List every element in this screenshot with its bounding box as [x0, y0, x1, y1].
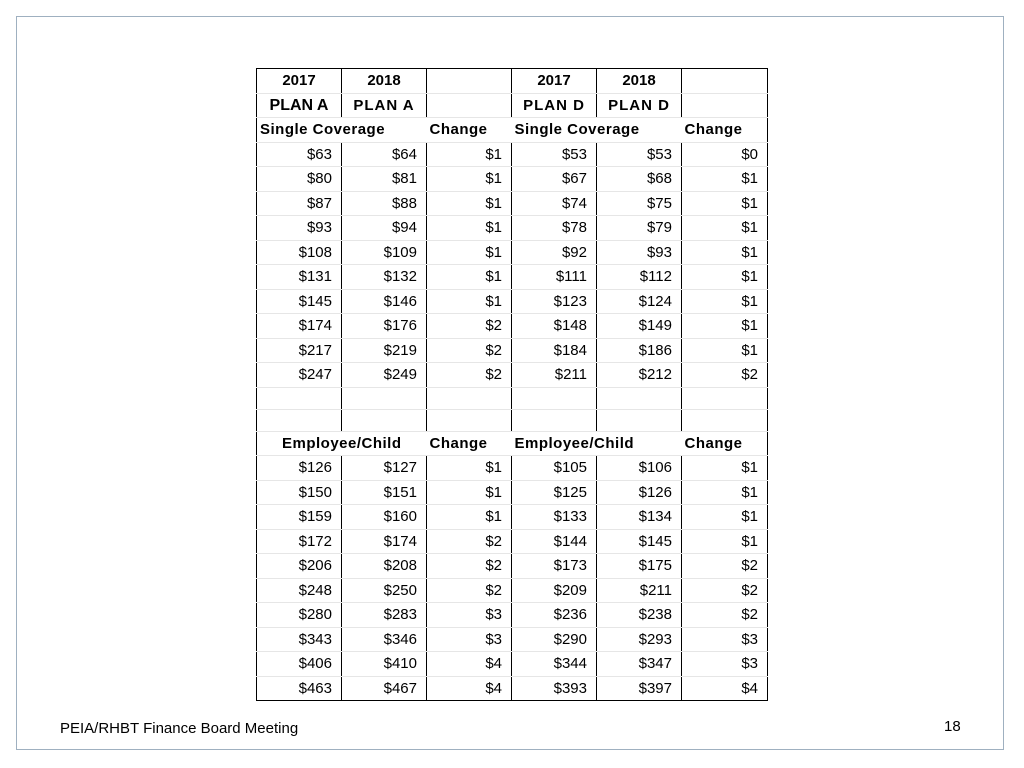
table-cell: $78 [512, 216, 597, 241]
header-plan-cell: PLAN D [512, 93, 597, 118]
table-cell: $53 [597, 142, 682, 167]
table-cell: $144 [512, 529, 597, 554]
table-cell: $1 [682, 289, 768, 314]
table-cell: $2 [427, 578, 512, 603]
header-plan-row [257, 93, 768, 118]
employee-child-row [257, 676, 768, 701]
table-cell: $1 [427, 480, 512, 505]
table-cell: $212 [597, 363, 682, 388]
table-cell: $0 [682, 142, 768, 167]
single-coverage-row [257, 216, 768, 241]
table-cell: $2 [427, 529, 512, 554]
table-cell: $175 [597, 554, 682, 579]
table-cell: $53 [512, 142, 597, 167]
table-cell: $184 [512, 338, 597, 363]
table-cell: $176 [342, 314, 427, 339]
table-cell: $208 [342, 554, 427, 579]
empty-cell [682, 409, 768, 431]
table-cell: $397 [597, 676, 682, 701]
header-plan-cell: PLAN A [257, 93, 342, 118]
table-cell: $148 [512, 314, 597, 339]
table-cell: $1 [427, 505, 512, 530]
header-year-cell: 2017 [257, 69, 342, 94]
table-cell: $4 [682, 676, 768, 701]
table-cell: $1 [427, 167, 512, 192]
table-cell: $134 [597, 505, 682, 530]
table-cell: $75 [597, 191, 682, 216]
table-cell: $467 [342, 676, 427, 701]
table-cell: $131 [257, 265, 342, 290]
table-cell: $174 [257, 314, 342, 339]
employee-child-row [257, 652, 768, 677]
table-cell: $145 [597, 529, 682, 554]
spacer-row [257, 409, 768, 431]
table-cell: $94 [342, 216, 427, 241]
empty-cell [257, 409, 342, 431]
table-cell: $186 [597, 338, 682, 363]
table-cell: $1 [682, 529, 768, 554]
table-cell: $126 [597, 480, 682, 505]
empty-cell [512, 409, 597, 431]
single-coverage-row [257, 142, 768, 167]
table-cell: $238 [597, 603, 682, 628]
section-label: Single Coverage [512, 118, 682, 143]
table-cell: $159 [257, 505, 342, 530]
table-cell: $1 [427, 265, 512, 290]
table-cell: $146 [342, 289, 427, 314]
table-cell: $1 [682, 265, 768, 290]
page-number: 18 [944, 718, 961, 735]
table-cell: $124 [597, 289, 682, 314]
table-cell: $280 [257, 603, 342, 628]
table-cell: $1 [427, 289, 512, 314]
empty-cell [427, 387, 512, 409]
table-cell: $406 [257, 652, 342, 677]
table-cell: $1 [682, 314, 768, 339]
table-cell: $79 [597, 216, 682, 241]
section-label: Employee/Child [257, 431, 427, 456]
table-cell: $410 [342, 652, 427, 677]
employee-child-row [257, 603, 768, 628]
table-cell: $127 [342, 456, 427, 481]
table-cell: $248 [257, 578, 342, 603]
table-cell: $160 [342, 505, 427, 530]
header-empty-cell [427, 69, 512, 94]
table-cell: $150 [257, 480, 342, 505]
change-label: Change [682, 431, 768, 456]
empty-cell [427, 409, 512, 431]
table-cell: $111 [512, 265, 597, 290]
table-cell: $211 [512, 363, 597, 388]
table-cell: $1 [682, 191, 768, 216]
table-cell: $93 [257, 216, 342, 241]
single-coverage-row [257, 167, 768, 192]
header-plan-cell: PLAN D [597, 93, 682, 118]
table-cell: $149 [597, 314, 682, 339]
empty-cell [257, 387, 342, 409]
single-coverage-row [257, 191, 768, 216]
table-cell: $1 [427, 191, 512, 216]
employee-child-section-header [257, 431, 768, 456]
single-coverage-row [257, 265, 768, 290]
table-cell: $92 [512, 240, 597, 265]
table-cell: $1 [682, 216, 768, 241]
table-cell: $2 [427, 363, 512, 388]
table-cell: $2 [682, 363, 768, 388]
table-cell: $3 [427, 627, 512, 652]
table-cell: $290 [512, 627, 597, 652]
table-cell: $1 [427, 142, 512, 167]
employee-child-row [257, 480, 768, 505]
table-cell: $125 [512, 480, 597, 505]
table-cell: $344 [512, 652, 597, 677]
table-cell: $172 [257, 529, 342, 554]
table-cell: $74 [512, 191, 597, 216]
table-cell: $249 [342, 363, 427, 388]
table-cell: $217 [257, 338, 342, 363]
table-cell: $108 [257, 240, 342, 265]
single-coverage-row [257, 289, 768, 314]
empty-cell [342, 387, 427, 409]
table-cell: $1 [682, 167, 768, 192]
table-cell: $1 [682, 480, 768, 505]
employee-child-row [257, 554, 768, 579]
table-cell: $206 [257, 554, 342, 579]
table-cell: $67 [512, 167, 597, 192]
table-cell: $112 [597, 265, 682, 290]
table-cell: $123 [512, 289, 597, 314]
table-cell: $1 [682, 240, 768, 265]
single-coverage-section-header [257, 118, 768, 143]
table-cell: $87 [257, 191, 342, 216]
empty-cell [597, 387, 682, 409]
table-cell: $81 [342, 167, 427, 192]
footer-text: PEIA/RHBT Finance Board Meeting [60, 720, 299, 737]
table-cell: $93 [597, 240, 682, 265]
table-cell: $3 [682, 652, 768, 677]
table-cell: $1 [427, 216, 512, 241]
table-cell: $1 [682, 505, 768, 530]
table-cell: $346 [342, 627, 427, 652]
table-cell: $209 [512, 578, 597, 603]
empty-cell [512, 387, 597, 409]
table-cell: $133 [512, 505, 597, 530]
table-cell: $68 [597, 167, 682, 192]
table-cell: $463 [257, 676, 342, 701]
change-label: Change [427, 118, 512, 143]
header-year-row [257, 69, 768, 94]
table-cell: $105 [512, 456, 597, 481]
change-label: Change [682, 118, 768, 143]
header-year-cell: 2017 [512, 69, 597, 94]
table-cell: $293 [597, 627, 682, 652]
table-cell: $173 [512, 554, 597, 579]
empty-cell [597, 409, 682, 431]
table-cell: $63 [257, 142, 342, 167]
spacer-row [257, 387, 768, 409]
table-cell: $283 [342, 603, 427, 628]
table-cell: $109 [342, 240, 427, 265]
table-cell: $393 [512, 676, 597, 701]
section-label: Employee/Child [512, 431, 682, 456]
employee-child-row [257, 578, 768, 603]
table-cell: $2 [682, 554, 768, 579]
header-year-cell: 2018 [342, 69, 427, 94]
table-cell: $2 [427, 338, 512, 363]
section-label: Single Coverage [257, 118, 427, 143]
table-cell: $2 [682, 603, 768, 628]
table-cell: $174 [342, 529, 427, 554]
table-cell: $250 [342, 578, 427, 603]
header-empty-cell [682, 69, 768, 94]
table-cell: $1 [682, 338, 768, 363]
table-cell: $80 [257, 167, 342, 192]
table-cell: $343 [257, 627, 342, 652]
table-cell: $1 [682, 456, 768, 481]
table-cell: $2 [682, 578, 768, 603]
single-coverage-row [257, 338, 768, 363]
table-cell: $347 [597, 652, 682, 677]
premium-table [256, 68, 768, 701]
header-empty-cell [427, 93, 512, 118]
table-cell: $2 [427, 314, 512, 339]
table-cell: $1 [427, 240, 512, 265]
single-coverage-row [257, 363, 768, 388]
employee-child-row [257, 505, 768, 530]
table-cell: $4 [427, 676, 512, 701]
table-cell: $247 [257, 363, 342, 388]
single-coverage-row [257, 240, 768, 265]
table-cell: $4 [427, 652, 512, 677]
table-cell: $3 [427, 603, 512, 628]
employee-child-row [257, 529, 768, 554]
table-cell: $126 [257, 456, 342, 481]
empty-cell [342, 409, 427, 431]
table-cell: $88 [342, 191, 427, 216]
header-year-cell: 2018 [597, 69, 682, 94]
table-cell: $151 [342, 480, 427, 505]
table-cell: $3 [682, 627, 768, 652]
table-cell: $145 [257, 289, 342, 314]
employee-child-row [257, 456, 768, 481]
table-cell: $64 [342, 142, 427, 167]
table-cell: $132 [342, 265, 427, 290]
table-cell: $211 [597, 578, 682, 603]
table-cell: $2 [427, 554, 512, 579]
header-empty-cell [682, 93, 768, 118]
employee-child-row [257, 627, 768, 652]
table-cell: $1 [427, 456, 512, 481]
table-cell: $236 [512, 603, 597, 628]
change-label: Change [427, 431, 512, 456]
table-cell: $106 [597, 456, 682, 481]
header-plan-cell: PLAN A [342, 93, 427, 118]
empty-cell [682, 387, 768, 409]
table-cell: $219 [342, 338, 427, 363]
single-coverage-row [257, 314, 768, 339]
